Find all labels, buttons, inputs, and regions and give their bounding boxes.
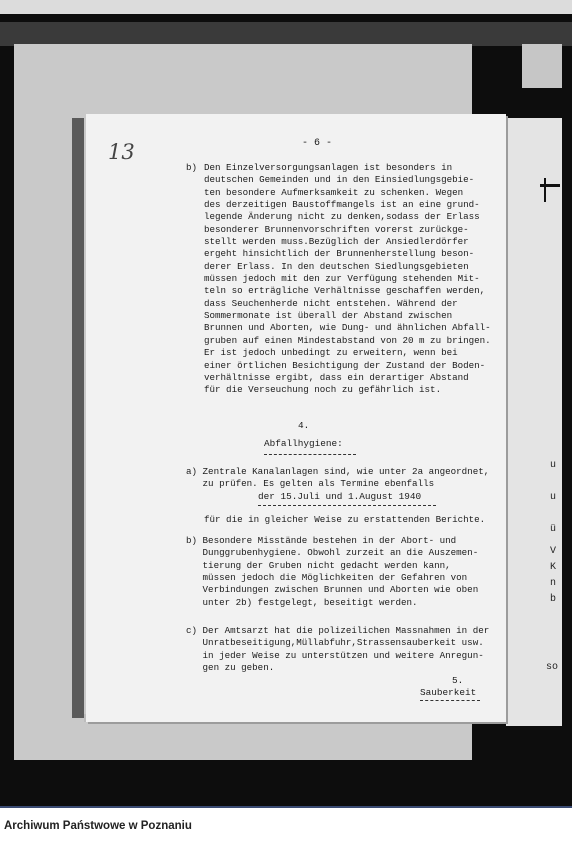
- section-b-paragraph: [204, 162, 504, 397]
- adjacent-page-dash: [540, 184, 560, 187]
- text-line: unter 2b) festgelegt, beseitigt werden.: [186, 596, 418, 608]
- text-line: Brunnen und Aborten, wie Dung- und ähnlichen Abfall-: [204, 322, 491, 334]
- archive-label: Archiwum Państwowe w Poznaniu: [4, 820, 192, 832]
- next-title-underline: [420, 700, 480, 702]
- adjacent-fragment: n: [550, 578, 557, 589]
- page-left-shadow: [72, 118, 84, 718]
- adjacent-fragment: ü: [550, 524, 557, 535]
- document-page: [86, 114, 506, 722]
- report-dates: der 15.Juli und 1.August 1940: [258, 491, 422, 502]
- text-line: müssen jedoch mit den zur Verfügung stehenden Mit-: [204, 273, 480, 285]
- text-line: gen zu geben.: [186, 662, 275, 674]
- text-line: gruben auf einen Mindestabstand von 20 m zu bringen.: [204, 334, 491, 346]
- dates-underline: [258, 505, 436, 507]
- text-line: Er ist jedoch unbedingt zu erweitern, wenn bei: [204, 347, 458, 359]
- scan-top-bar: [0, 22, 572, 46]
- text-line: deutschen Gemeinden und in den Einsiedlungsgebie-: [204, 174, 475, 186]
- section-a-tail: für die in gleicher Weise zu erstattenden Berichte.: [204, 514, 486, 525]
- adjacent-fragment: V: [550, 546, 557, 557]
- section-4c-paragraph: [186, 625, 496, 674]
- adjacent-fragment: u: [550, 492, 557, 503]
- page-number: - 6 -: [302, 138, 333, 149]
- text-line: in jeder Weise zu unterstützen und weitere Anregun-: [186, 649, 484, 661]
- viewer-top-strip: [0, 0, 572, 14]
- section-title: Abfallhygiene:: [264, 438, 343, 449]
- text-line: tierung der Gruben nicht gedacht werden kann,: [186, 559, 451, 571]
- text-line: derer Erlass. In den deutschen Siedlungsgebieten: [204, 260, 469, 272]
- right-backing-strip: [522, 44, 562, 88]
- text-line: Verbindungen zwischen Brunnen und Aborten wie oben: [186, 584, 479, 596]
- text-line: Unratbeseitigung,Müllabfuhr,Strassensauberkeit usw.: [186, 637, 484, 649]
- text-line: ergeht hinsichtlich der Brunnenherstellung beson-: [204, 248, 475, 260]
- section-4b-paragraph: [186, 535, 496, 609]
- text-line: zu prüfen. Es gelten als Termine ebenfalls: [186, 478, 435, 490]
- text-line: für die Verseuchung noch zu gefährlich ist.: [204, 384, 442, 396]
- text-line: des derzeitigen Baustoffmangels ist an eine grund-: [204, 199, 480, 211]
- adjacent-fragment: b: [550, 594, 557, 605]
- scan-image: [0, 14, 572, 806]
- text-line: legende Änderung nicht zu denken,sodass der Erlass: [204, 211, 480, 223]
- text-line: einer örtlichen Besichtigung der Zustand der Boden-: [204, 359, 486, 371]
- title-underline: [264, 454, 356, 456]
- adjacent-page: [506, 118, 562, 726]
- section-a-paragraph: [186, 466, 496, 491]
- text-line: stellt werden muss.Bezüglich der Ansiedlerdörfer: [204, 236, 469, 248]
- handwritten-folio-number: 13: [108, 140, 135, 164]
- next-section-number: 5.: [452, 675, 464, 686]
- text-line: Den Einzelversorgungsanlagen ist besonders in: [204, 162, 453, 173]
- text-line: Dunggrubenhygiene. Obwohl zurzeit an die Auszemen-: [186, 547, 479, 559]
- text-line: c) Der Amtsarzt hat die polizeilichen Massnahmen in der: [186, 625, 490, 636]
- text-line: ten besondere Aufmerksamkeit zu schenken. Wegen: [204, 186, 464, 198]
- text-line: b) Besondere Misstände bestehen in der Abort- und: [186, 535, 457, 546]
- section-number: 4.: [298, 420, 310, 431]
- adjacent-fragment: K: [550, 562, 557, 573]
- text-line: Sommermonate ist überall der Abstand zwischen: [204, 310, 453, 322]
- adjacent-fragment: u: [550, 460, 557, 471]
- text-line: besonderer Brunnenvorschriften vorerst zurückge-: [204, 223, 469, 235]
- text-line: müssen jedoch die Möglichkeiten der Gefahren von: [186, 572, 468, 584]
- text-line: verhältnisse ergibt, dass ein derartiger Abstand: [204, 371, 469, 383]
- text-line: teln so erträgliche Verhältnisse geschaffen werden,: [204, 285, 486, 297]
- next-section-title: Sauberkeit: [420, 687, 477, 698]
- text-line: a) Zentrale Kanalanlagen sind, wie unter 2a angeordnet,: [186, 466, 490, 477]
- adjacent-page-mark: [544, 178, 546, 202]
- adjacent-fragment: so: [546, 662, 559, 673]
- text-line: dass Seuchenherde nicht entstehen. Während der: [204, 297, 458, 309]
- section-b-label: b): [186, 162, 198, 173]
